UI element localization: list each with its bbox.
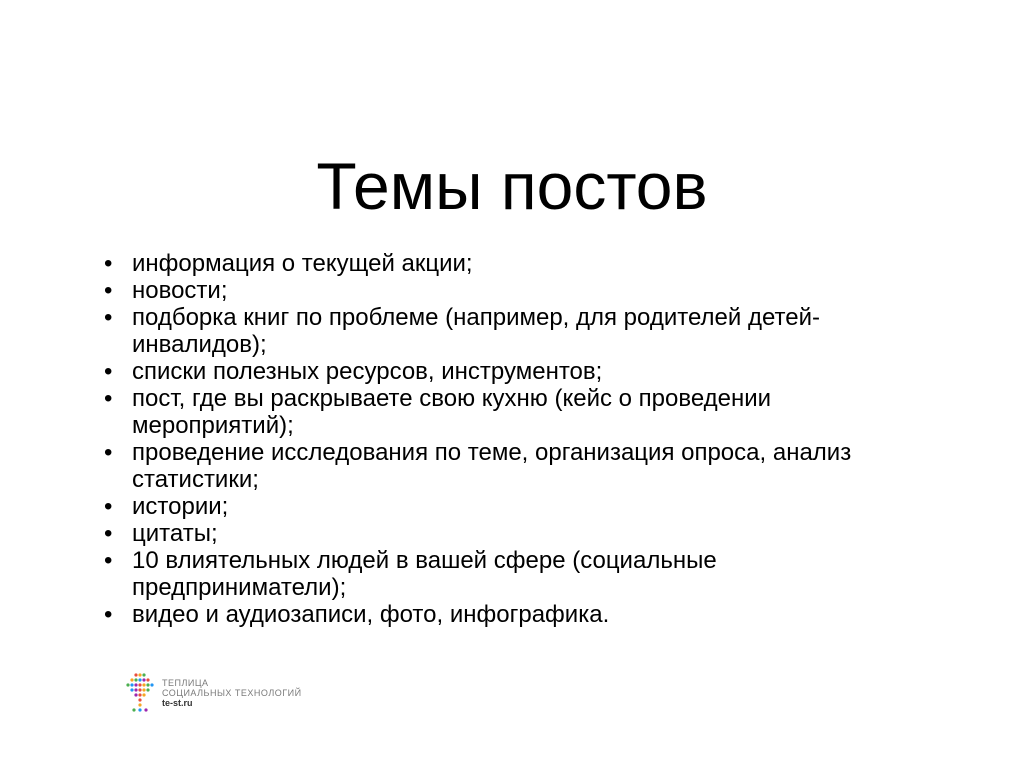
topics-list	[104, 250, 904, 628]
logo-text	[162, 678, 302, 708]
bullet-icon: •	[104, 250, 113, 277]
list-item	[104, 547, 904, 601]
bullet-icon: •	[104, 439, 113, 466]
list-item	[104, 493, 904, 520]
list-item	[104, 358, 904, 385]
list-item	[104, 304, 904, 358]
list-item-text: информация о текущей акции;	[132, 250, 473, 277]
list-item	[104, 277, 904, 304]
greenhouse-logo-icon	[124, 671, 156, 715]
logo-url: te-st.ru	[162, 698, 193, 708]
list-item-text: истории;	[132, 493, 229, 520]
list-item-text: подборка книг по проблеме (например, для родителей детей-инвалидов);	[132, 304, 820, 358]
teplitsa-logo	[124, 670, 302, 716]
bullet-icon: •	[104, 547, 113, 574]
logo-line-2: СОЦИАЛЬНЫХ ТЕХНОЛОГИЙ	[162, 688, 302, 698]
bullet-icon: •	[104, 601, 113, 628]
list-item-text: списки полезных ресурсов, инструментов;	[132, 358, 603, 385]
bullet-icon: •	[104, 520, 113, 547]
bullet-icon: •	[104, 358, 113, 385]
list-item-text: пост, где вы раскрываете свою кухню (кейс о проведении мероприятий);	[132, 385, 772, 439]
list-item-text: проведение исследования по теме, организация опроса, анализ статистики;	[132, 439, 852, 493]
bullet-icon: •	[104, 277, 113, 304]
logo-line-1: ТЕПЛИЦА	[162, 678, 209, 688]
bullet-icon: •	[104, 385, 113, 412]
bullet-icon: •	[104, 304, 113, 331]
list-item	[104, 601, 904, 628]
list-item	[104, 520, 904, 547]
slide-title: Темы постов	[316, 149, 708, 223]
list-item	[104, 385, 904, 439]
list-item-text: цитаты;	[132, 520, 218, 547]
list-item-text: новости;	[132, 277, 228, 304]
list-item	[104, 250, 904, 277]
list-item-text: видео и аудиозаписи, фото, инфографика.	[132, 601, 610, 628]
list-item-text: 10 влиятельных людей в вашей сфере (социальные предприниматели);	[132, 547, 717, 601]
bullet-icon: •	[104, 493, 113, 520]
list-item	[104, 439, 904, 493]
